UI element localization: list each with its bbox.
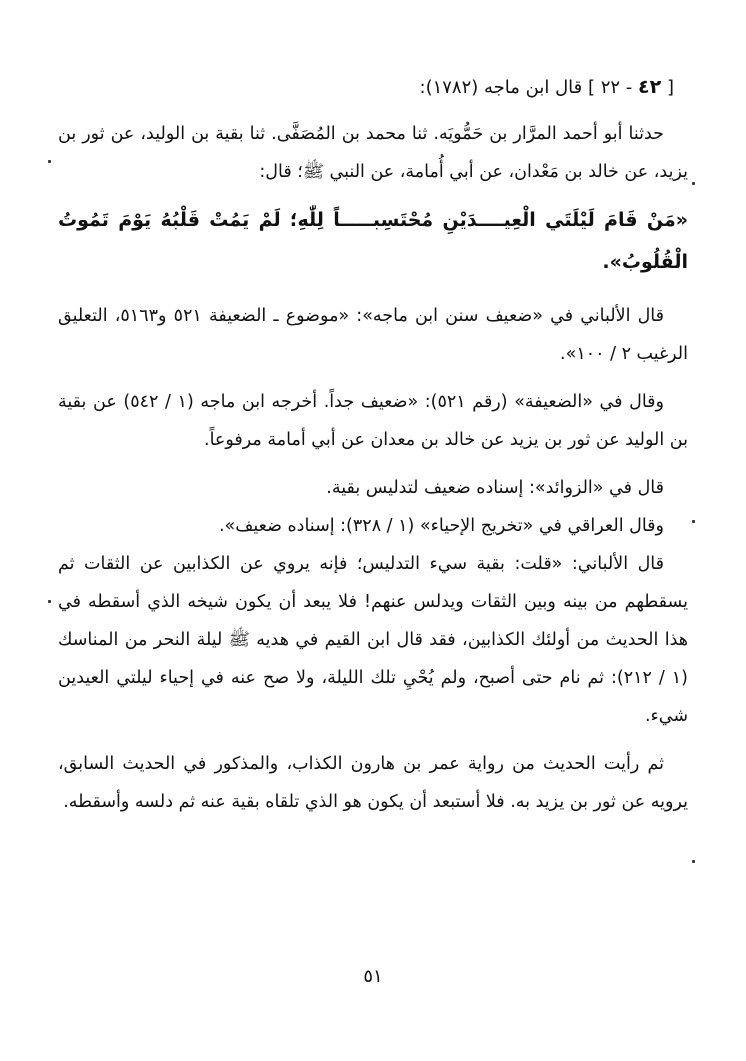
albani-grading-paragraph: قال الألباني في «ضعيف سنن ابن ماجه»: «موضوع ـ الضعيفة ٥٢١ و٥١٦٣، التعليق الرغيب ٢ / ١٠٠». (58, 306, 688, 364)
scan-speck (692, 520, 695, 523)
heading-bracket-open: [ (666, 77, 674, 98)
heading-separator: - (620, 77, 639, 98)
heading-number: ٤٢ (638, 76, 662, 98)
heading-text: قال ابن ماجه (١٧٨٢): (419, 77, 588, 98)
final-paragraph: ثم رأيت الحديث من رواية عمر بن هارون الكذاب، والمذكور في الحديث السابق، يرويه عن ثور بن يزيد به. فلا أستبعد أن يكون هو الذي تلقاه بقية عنه ثم دلسه وأسقطه. (58, 754, 688, 812)
isnad-paragraph: حدثنا أبو أحمد المرَّار بن حَمُّويَه. ثنا محمد بن المُصَفَّى. ثنا بقية بن الوليد، عن ثور بن يزيد، عن خالد بن مَعْدان، عن أبي أُمامة، عن النبي ﷺ؛ قال: (58, 124, 688, 182)
hadith-heading (58, 68, 688, 107)
scan-speck (48, 160, 51, 163)
iraqi-paragraph: وقال العراقي في «تخريج الإحياء» (١ / ٣٢٨): إسناده ضعيف». (218, 516, 664, 536)
albani-daifa-paragraph: وقال في «الضعيفة» (رقم ٥٢١): «ضعيف جداً. أخرجه ابن ماجه (١ / ٥٤٢) عن بقية بن الوليد عن ثور بن يزيد عن خالد بن معدان عن أبي أمامة مرفوعاً. (58, 392, 688, 450)
scan-speck (48, 600, 51, 603)
page-number: ٥١ (363, 966, 383, 987)
albani-comment-paragraph: قال الألباني: «قلت: بقية سيء التدليس؛ فإنه يروي عن الكذابين عن الثقات ثم يسقطهم من بينه وبين الثقات ويدلس عنهم! فلا يبعد أن يكون شيخه الذي أسقطه في هذا الحديث من أولئك الكذابين، فقد قال ابن القيم في هديه ﷺ ليلة النحر من المناسك (١ / ٢١٢): ثم نام حتى أصبح، ولم يُحْيِ تلك الليلة، ولا صح عنه في إحياء ليلتي العيدين شيء. (58, 554, 688, 726)
zawaid-paragraph: قال في «الزوائد»: إسناده ضعيف لتدليس بقية. (326, 478, 664, 498)
scan-speck (692, 182, 695, 185)
page-content (58, 68, 688, 821)
heading-sub-number: ٢٢ (600, 77, 621, 98)
hadith-text: «مَنْ قَامَ لَيْلَتَي الْعِيــــدَيْنِ مُحْتَسِبـــــاً لِلّٰهِ؛ لَمْ يَمُتْ قَلْبُهُ يَوْمَ تَمُوتُ الْقُلُوبُ». (58, 209, 688, 273)
heading-bracket-close: ] (587, 77, 595, 98)
scan-speck (692, 860, 695, 863)
